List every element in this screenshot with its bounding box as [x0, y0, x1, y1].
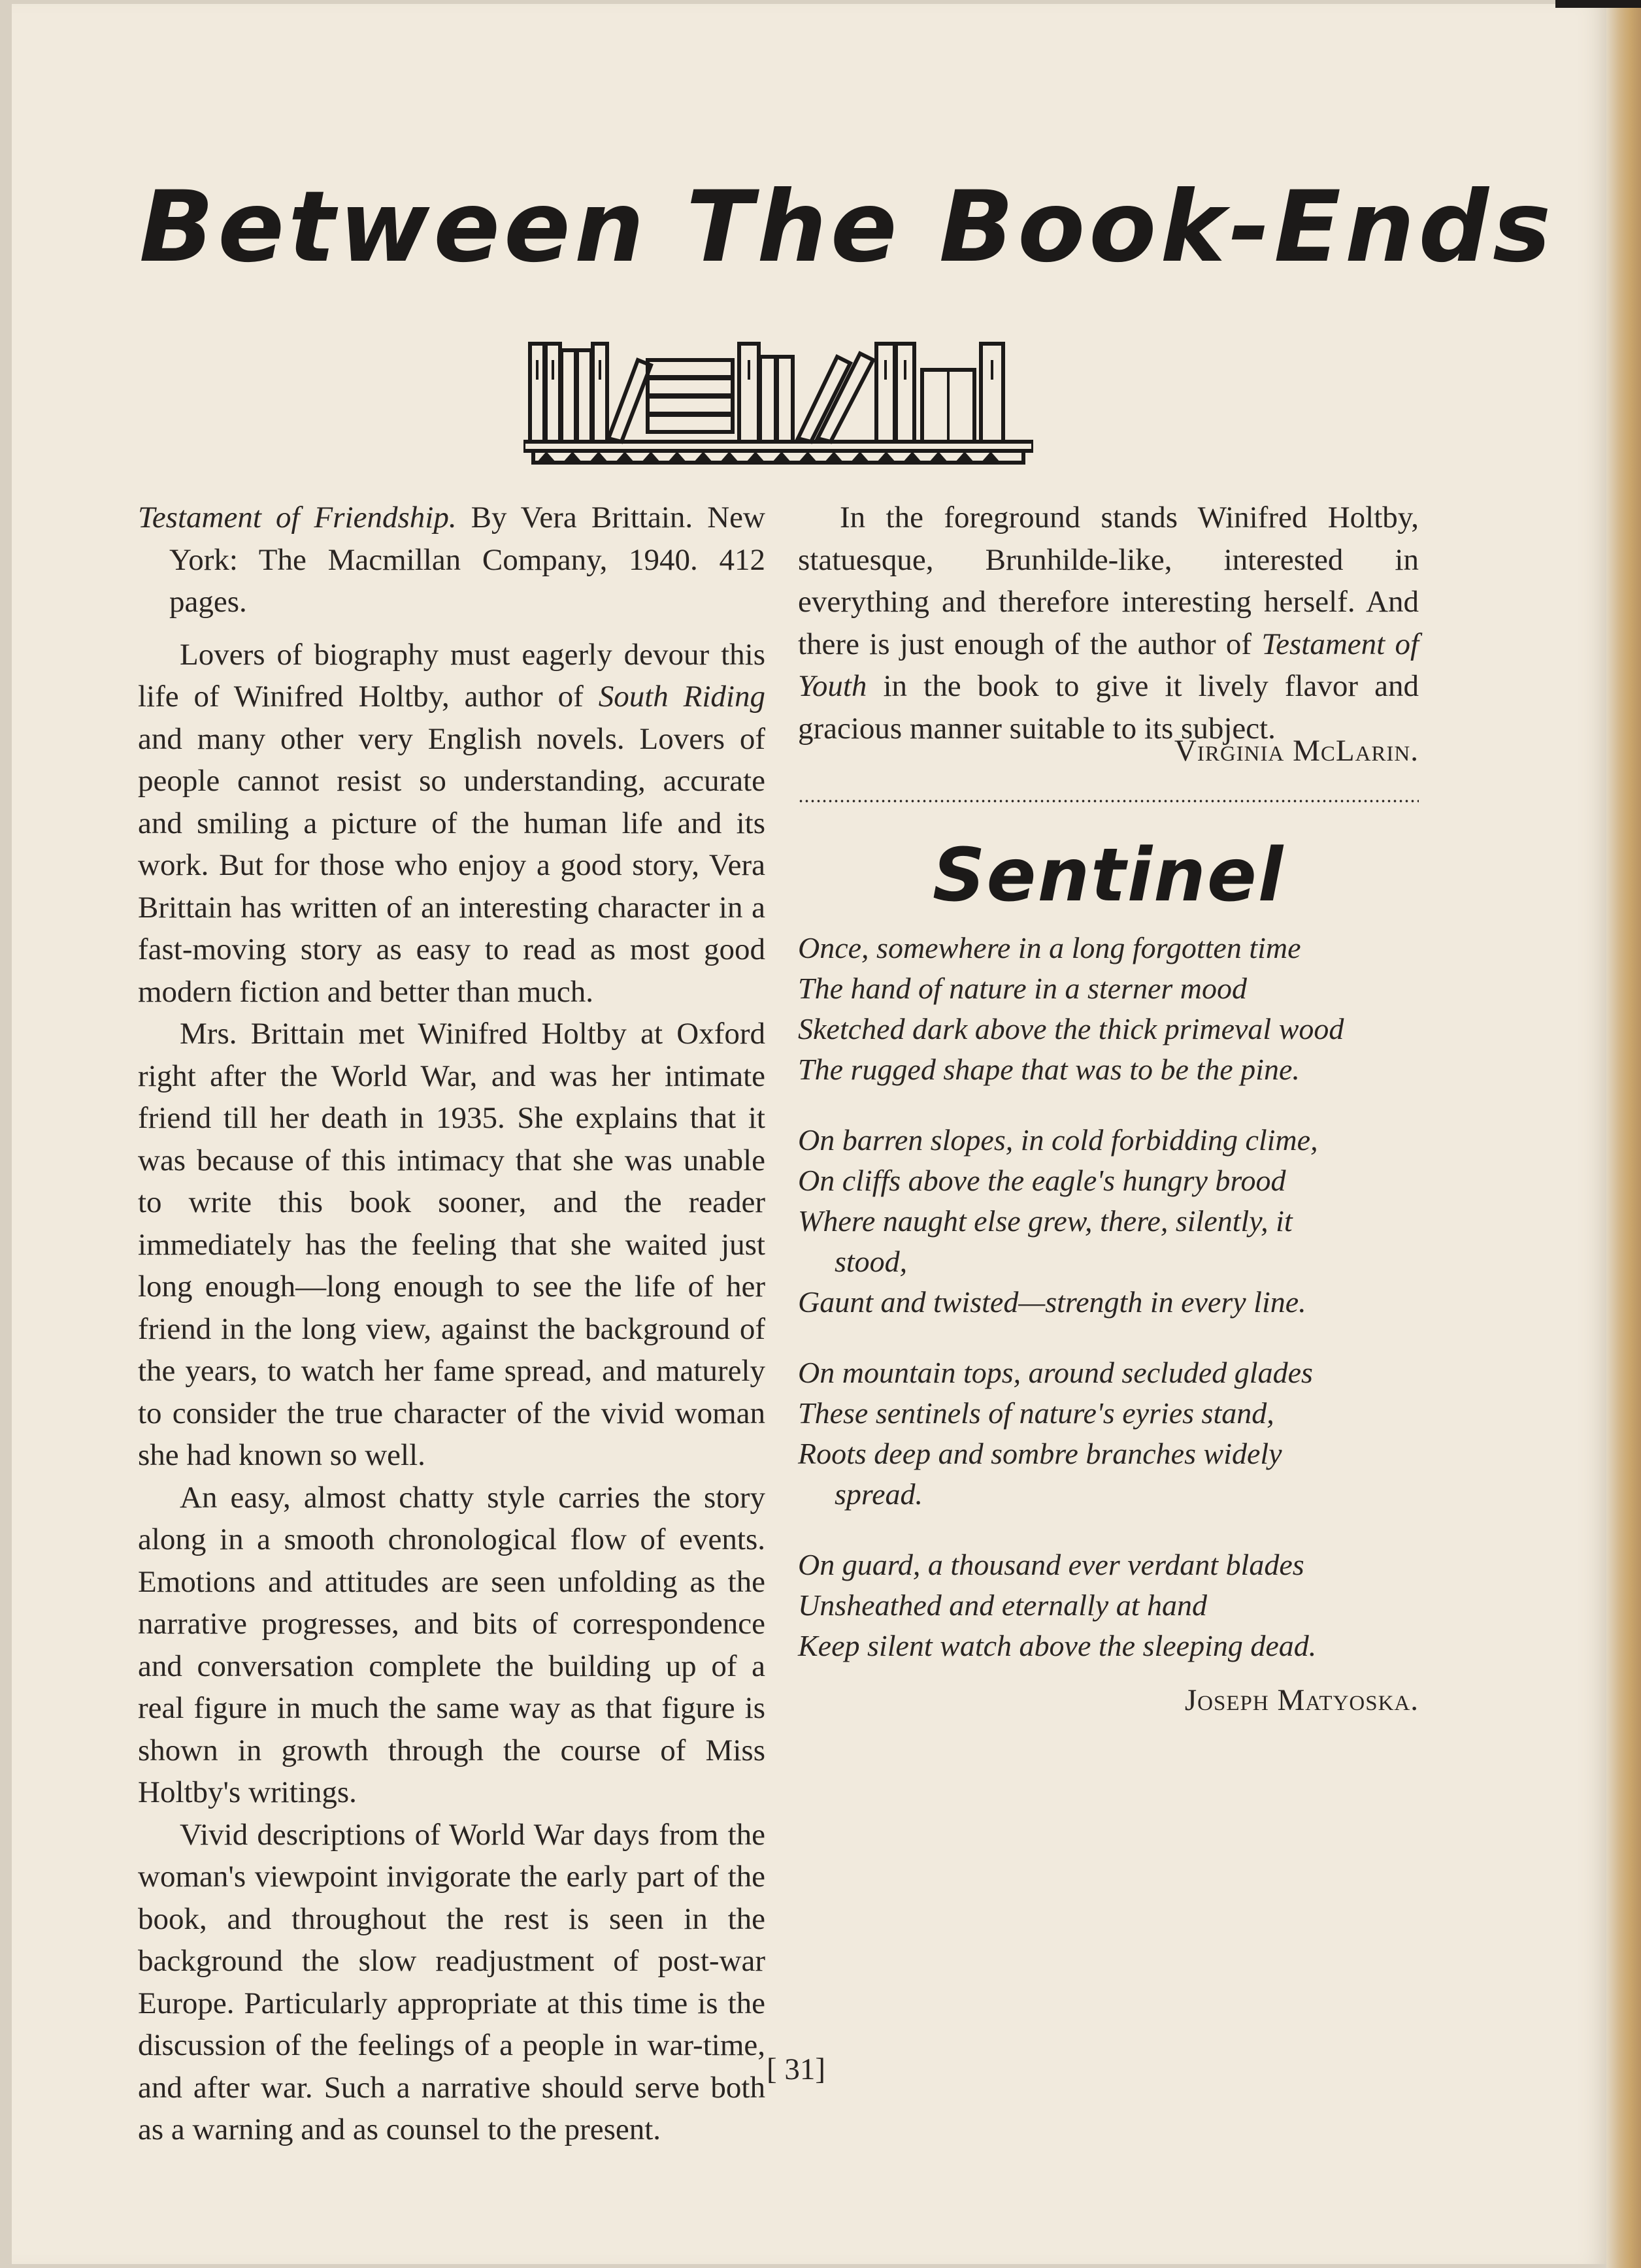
poem-stanza — [798, 928, 1419, 1090]
page-edge-top — [1555, 0, 1641, 8]
poem-line: Gaunt and twisted—strength in every line. — [798, 1285, 1306, 1319]
poem-line: On cliffs above the eagle's hungry brood — [798, 1163, 1286, 1197]
poem-stanza — [798, 1353, 1419, 1515]
review-italic-title: Testament of Youth — [798, 627, 1419, 703]
poem-line: spread. — [835, 1477, 923, 1511]
poem-line: The hand of nature in a sterner mood — [798, 971, 1247, 1005]
poem-stanza — [798, 1545, 1419, 1666]
review-text: Lovers of biography must eagerly devour this life of Winifred Holtby, author of — [138, 637, 765, 714]
review-text: and many other very English novels. Lovers of people cannot resist so understanding, accurate and smiling a picture of the human life and its work. But for those who enjoy a good story, Vera Brittain has written of an interesting character in a fast-moving story as easy to read as most good modern fiction and better than much. — [138, 721, 765, 1009]
review-italic-title: South Riding — [598, 680, 765, 714]
poem-signature: Joseph Matyoska. — [1184, 1683, 1419, 1717]
poem-line: Where naught else grew, there, silently, it — [798, 1204, 1293, 1238]
dotted-divider — [798, 798, 1419, 804]
citation-details: By Vera Brittain. New York: The Macmillan Company, 1940. 412 pages. — [169, 501, 765, 619]
poem-line: Roots deep and sombre branches widely — [798, 1436, 1282, 1470]
review-paragraph: Mrs. Brittain met Winifred Holtby at Oxford right after the World War, and was her intimate friend till her death in 1935. She explains that it was because of this intimacy that she was unable to write this book sooner, and the reader immediately has the feeling that she waited just long enough—long enough to see the life of her friend in the long view, against the background of the years, to watch her fame spread, and maturely to consider the true character of the vivid woman she had known so well. — [138, 1017, 765, 1472]
poem-title: Sentinel — [932, 832, 1285, 918]
review-paragraph — [798, 497, 1419, 749]
review-column-right — [798, 497, 1419, 1721]
review-column-left — [138, 497, 765, 2151]
review-paragraph: Vivid descriptions of World War days from the woman's viewpoint invigorate the early part of the book, and throughout the rest is seen in the background the slow readjustment of post-war Europe. Particularly appropriate at this time is the discussion of the feelings of a people in war-time, and after war. Such a narrative should serve both as a warning and as counsel to the present. — [138, 1817, 765, 2146]
page-number: [ 31] — [766, 2052, 826, 2086]
review-paragraph: An easy, almost chatty style carries the story along in a smooth chronological flow of events. Emotions and attitudes are seen unfolding as the narrative progresses, and bits of correspondence and conversation complete the building up of a real figure in much the same way as that figure is shown in growth through the course of Miss Holtby's writings. — [138, 1480, 765, 1809]
poem-line: Once, somewhere in a long forgotten time — [798, 930, 1301, 964]
review-text: In the foreground stands Winifred Holtby, statuesque, Brunhilde-like, interested in everything and therefore interesting herself. And there is just enough of the author of — [798, 501, 1419, 661]
poem-line: stood, — [835, 1244, 908, 1278]
poem-line: Sketched dark above the thick primeval wood — [798, 1011, 1344, 1045]
book-title: Testament of Friendship. — [138, 501, 457, 534]
poem-line: Keep silent watch above the sleeping dead. — [798, 1628, 1317, 1662]
poem — [798, 928, 1419, 1666]
review-citation — [138, 497, 765, 623]
bookshelf-icon — [523, 334, 1033, 474]
review-text: in the book to give it lively flavor and gracious manner suitable to its subject. — [798, 669, 1419, 746]
page-edge — [1606, 0, 1641, 2268]
review-signature: Virginia McLarin. — [1174, 734, 1419, 768]
poem-line: On barren slopes, in cold forbidding clime, — [798, 1123, 1318, 1157]
poem-line: On guard, a thousand ever verdant blades — [798, 1547, 1304, 1581]
page-title: Between The Book-Ends — [139, 171, 1555, 284]
poem-line: Unsheathed and eternally at hand — [798, 1588, 1208, 1622]
poem-line: The rugged shape that was to be the pine. — [798, 1052, 1300, 1086]
poem-line: These sentinels of nature's eyries stand, — [798, 1396, 1274, 1430]
page — [12, 4, 1606, 2264]
poem-line: On mountain tops, around secluded glades — [798, 1355, 1313, 1389]
review-paragraph — [138, 634, 765, 1013]
poem-stanza — [798, 1120, 1419, 1323]
